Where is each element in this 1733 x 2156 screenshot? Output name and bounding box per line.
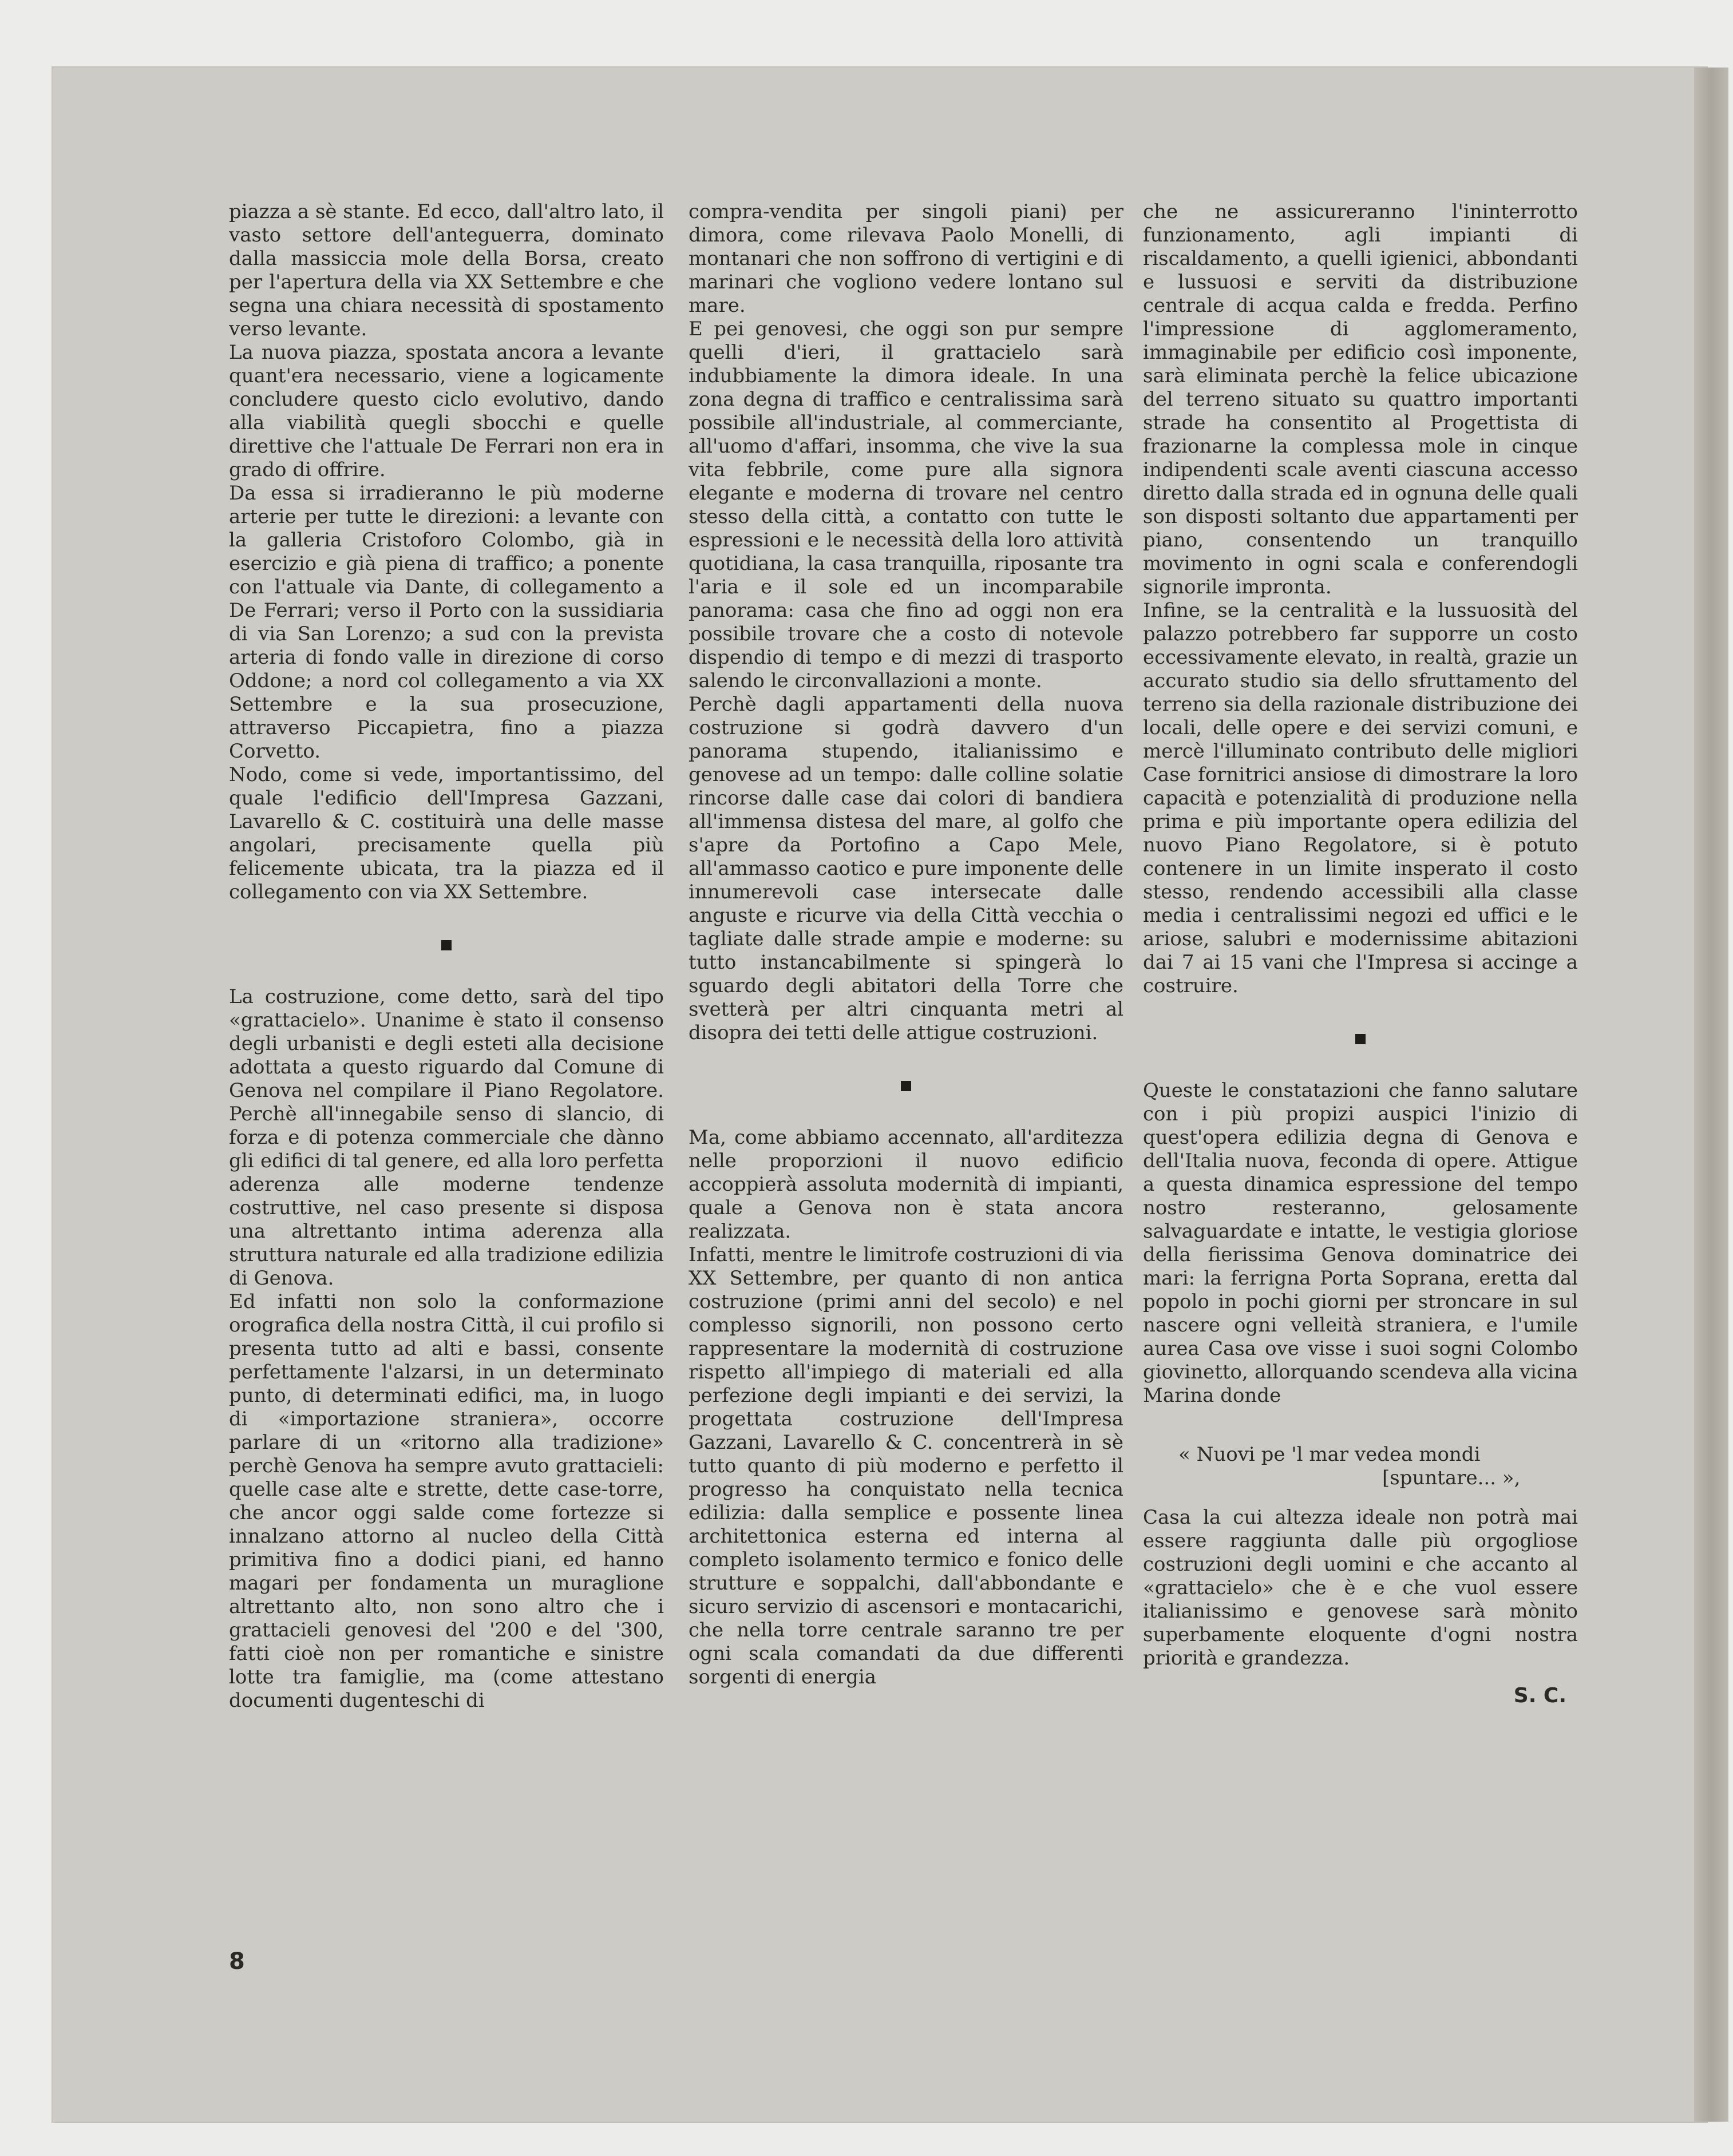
section-separator bbox=[689, 1045, 1123, 1126]
paragraph: Infine, se la centralità e la lussuosità del palazzo potrebbero far supporre un costo eccessivamente elevato, in realtà, grazie un accurato studio sia dello sfruttamento del terreno sia della razionale distribuzione dei locali, delle opere e dei servizi comuni, e mercè l'illuminato contributo delle migliori Case fornitrici ansiose di dimostrare la loro capacità e potenzialità di produzione nella prima e più importante opera edilizia del nuovo Piano Regolatore, si è potuto contenere in un limite insperato il costo stesso, rendendo accessibili alla classe media i centralissimi negozi ed uffici e le ariose, salubri e modernissime abitazioni dai 7 ai 15 vani che l'Impresa si accinge a costruire. bbox=[1143, 599, 1578, 997]
text-column-2 bbox=[689, 200, 1123, 1894]
paragraph: La nuova piazza, spostata ancora a levante quant'era necessario, viene a logicamente concludere questo ciclo evolutivo, dando alla viabilità quegli sbocchi e quelle direttive che l'attuale De Ferrari non era in grado di offrire. bbox=[229, 341, 664, 481]
paragraph: Casa la cui altezza ideale non potrà mai essere raggiunta dalle più orgogliose costruzioni degli uomini e che accanto al «grattacielo» che è e che vuol essere italianissimo e genovese sarà mònito superbamente eloquente d'ogni nostra priorità e grandezza. bbox=[1143, 1506, 1578, 1670]
square-bullet-icon bbox=[901, 1081, 911, 1091]
page-number: 8 bbox=[229, 1948, 245, 1975]
page-edge-shadow bbox=[1694, 68, 1728, 2122]
paragraph: Queste le constatazioni che fanno salutare con i più propizi auspici l'inizio di quest'opera edilizia degna di Genova e dell'Italia nuova, feconda di opere. Attigue a questa dinamica espressione del tempo nostro resteranno, gelosamente salvaguardate e intatte, le vestigia gloriose della fierissima Genova dominatrice dei mari: la ferrigna Porta Soprana, eretta dal popolo in pochi giorni per stroncare in sul nascere ogni velleità straniera, e l'umile aurea Casa ove visse i suoi sogni Colombo giovinetto, allorquando scendeva alla vicina Marina donde bbox=[1143, 1079, 1578, 1407]
quote-line: « Nuovi pe 'l mar vedea mondi bbox=[1178, 1443, 1481, 1466]
author-signature: S. C. bbox=[1513, 1684, 1566, 1707]
paragraph: Ma, come abbiamo accennato, all'arditezza nelle proporzioni il nuovo edificio accoppierà assoluta modernità di impianti, quale a Genova non è stata ancora realizzata. bbox=[689, 1126, 1123, 1243]
section-separator bbox=[1143, 998, 1578, 1079]
paragraph: Perchè dagli appartamenti della nuova costruzione si godrà davvero d'un panorama stupendo, italianissimo e genovese ad un tempo: dalle colline solatie rincorse dalle case dai colori di bandiera all'immensa distesa del mare, al golfo che s'apre da Portofino a Capo Mele, all'ammasso caotico e pure imponente delle innumerevoli case intersecate dalle anguste e ricurve via della Città vecchia o tagliate dalle strade ampie e moderne: su tutto instancabilmente si spingerà lo sguardo degli abitatori della Torre che svetterà per altri cinquanta metri al disopra dei tetti delle attigue costruzioni. bbox=[689, 693, 1123, 1044]
paragraph: Infatti, mentre le limitrofe costruzioni di via XX Settembre, per quanto di non antica costruzione (primi anni del secolo) e nel complesso signorili, non possono certo rappresentare la modernità di costruzione rispetto all'impiego di materiali ed alla perfezione degli impianti e dei servizi, la progettata costruzione dell'Impresa Gazzani, Lavarello & C. concentrerà in sè tutto quanto di più moderno e perfetto il progresso ha conquistato nella tecnica edilizia: dalla semplice e possente linea architettonica esterna ed interna al completo isolamento termico e fonico delle strutture e soppalchi, dall'abbondante e sicuro servizio di ascensori e montacarichi, che nella torre centrale saranno tre per ogni scala comandati da due differenti sorgenti di energia bbox=[689, 1243, 1123, 1689]
paragraph: La costruzione, come detto, sarà del tipo «grattacielo». Unanime è stato il consenso degli urbanisti e degli esteti alla decisione adottata a questo riguardo dal Comune di Genova nel compilare il Piano Regolatore. Perchè all'innegabile senso di slancio, di forza e di potenza commerciale che dànno gli edifici di tal genere, ed alla loro perfetta aderenza alle moderne tendenze costruttive, nel caso presente si disposa una altrettanto intima aderenza alla struttura naturale ed alla tradizione edilizia di Genova. bbox=[229, 985, 664, 1290]
paragraph: Da essa si irradieranno le più moderne arterie per tutte le direzioni: a levante con la galleria Cristoforo Colombo, già in esercizio e già piena di traffico; a ponente con l'attuale via Dante, di collegamento a De Ferrari; verso il Porto con la sussidiaria di via San Lorenzo; a sud con la prevista arteria di fondo valle in direzione di corso Oddone; a nord col collegamento a via XX Settembre e la sua prosecuzione, attraverso Piccapietra, fino a piazza Corvetto. bbox=[229, 482, 664, 763]
paragraph: compra-vendita per singoli piani) per dimora, come rilevava Paolo Monelli, di montanari che non soffrono di vertigini e di marinari che vogliono vedere lontano sul mare. bbox=[689, 200, 1123, 317]
section-separator bbox=[229, 904, 664, 985]
square-bullet-icon bbox=[441, 940, 452, 950]
paragraph: E pei genovesi, che oggi son pur sempre quelli d'ieri, il grattacielo sarà indubbiamente la dimora ideale. In una zona degna di traffico e centralissima sarà possibile all'industriale, al commerciante, all'uomo d'affari, insomma, che vive la sua vita febbrile, come pure alla signora elegante e moderna di trovare nel centro stesso della città, a contatto con tutte le espressioni e le necessità della loro attività quotidiana, la casa tranquilla, riposante tra l'aria e il sole ed un incomparabile panorama: casa che fino ad oggi non era possibile trovare che a costo di notevole dispendio di tempo e di mezzi di trasporto salendo le circonvallazioni a monte. bbox=[689, 318, 1123, 692]
paragraph: che ne assicureranno l'ininterrotto funzionamento, agli impianti di riscaldamento, a quelli igienici, abbondanti e lussuosi e serviti da distribuzione centrale di acqua calda e fredda. Perfino l'impressione di agglomeramento, immaginabile per edificio così imponente, sarà eliminata perchè la felice ubicazione del terreno situato su quattro importanti strade ha consentito al Progettista di frazionarne la complessa mole in cinque indipendenti scale aventi ciascuna accesso diretto dalla strada ed in ognuna delle quali son disposti soltanto due appartamenti per piano, consentendo un tranquillo movimento in ogni scala e conferendogli signorile impronta. bbox=[1143, 200, 1578, 599]
paragraph: piazza a sè stante. Ed ecco, dall'altro lato, il vasto settore dell'anteguerra, dominato dalla massiccia mole della Borsa, creato per l'apertura della via XX Settembre e che segna una chiara necessità di spostamento verso levante. bbox=[229, 200, 664, 340]
verse-quote bbox=[1143, 1443, 1578, 1490]
quote-line: [spuntare... », bbox=[1382, 1467, 1521, 1489]
text-column-1 bbox=[229, 200, 664, 1894]
paragraph: Nodo, come si vede, importantissimo, del quale l'edificio dell'Impresa Gazzani, Lavarello & C. costituirà una delle masse angolari, precisamente quella più felicemente ubicata, tra la piazza ed il collegamento con via XX Settembre. bbox=[229, 763, 664, 903]
square-bullet-icon bbox=[1355, 1034, 1366, 1044]
paragraph: Ed infatti non solo la conformazione orografica della nostra Città, il cui profilo si presenta tutto ad alti e bassi, consente perfettamente l'alzarsi, in un determinato punto, di determinati edifici, ma, in luogo di «importazione straniera», occorre parlare di un «ritorno alla tradizione» perchè Genova ha sempre avuto grattacieli: quelle case alte e strette, dette case-torre, che ancor oggi salde come fortezze si innalzano attorno al nucleo della Città primitiva fino a dodici piani, ed hanno magari per fondamenta un muraglione altrettanto alto, non sono altro che i grattacieli genovesi del '200 e del '300, fatti cioè non per romantiche e sinistre lotte tra famiglie, ma (come attestano documenti dugenteschi di bbox=[229, 1290, 664, 1712]
text-column-3 bbox=[1143, 200, 1578, 1894]
